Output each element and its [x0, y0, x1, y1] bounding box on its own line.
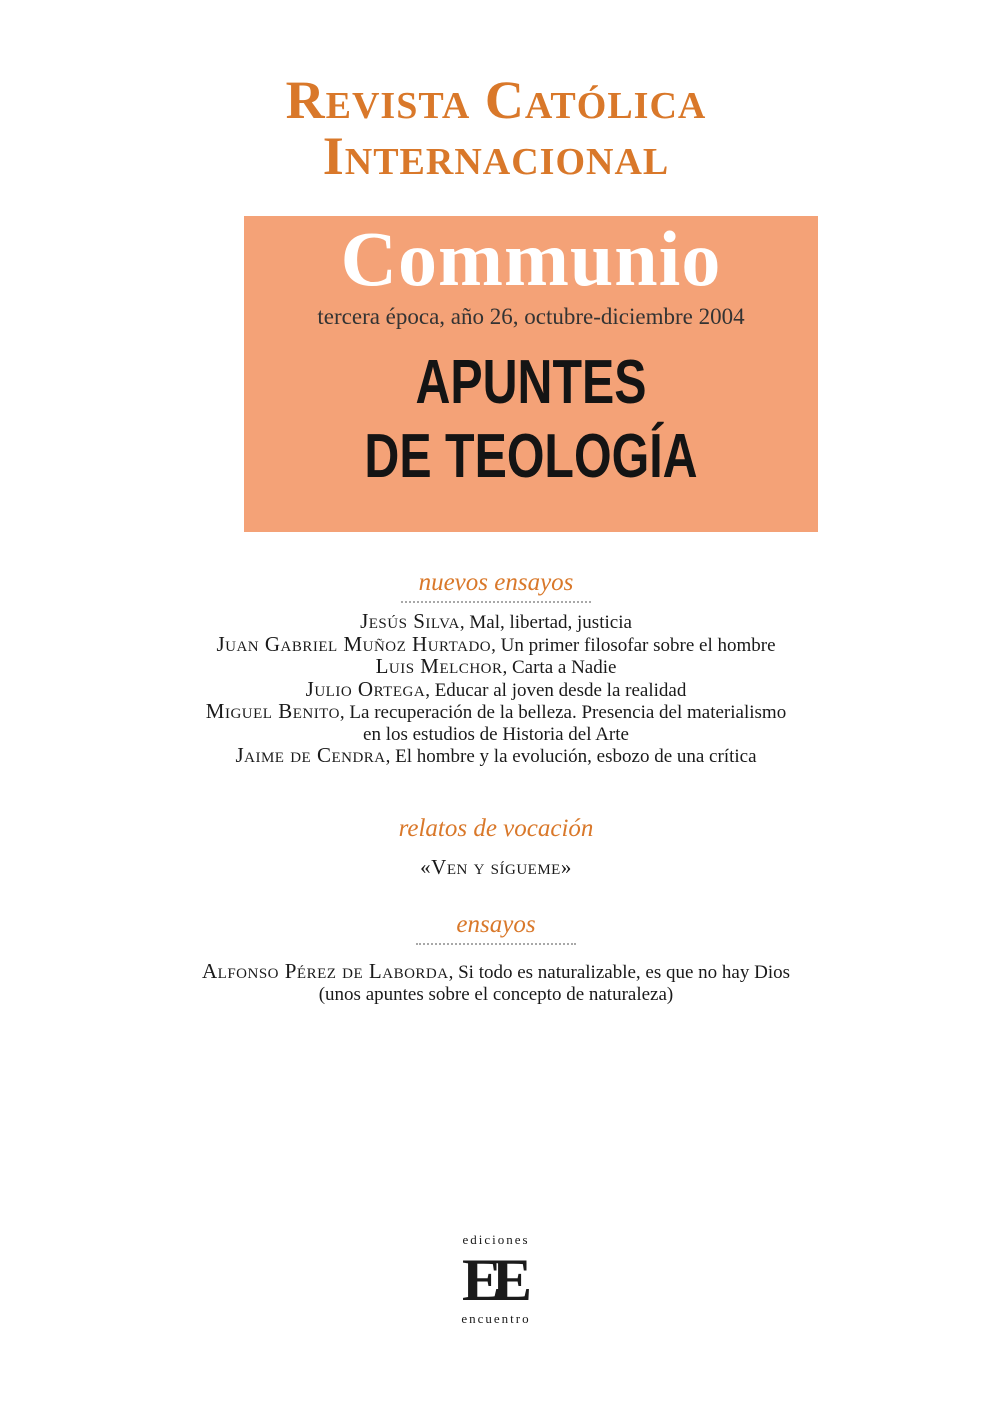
entry-title-continued: (unos apuntes sobre el concepto de naturaleza)	[318, 983, 674, 1005]
toc-entry: Julio Ortega, Educar al joven desde la realidad	[305, 676, 687, 701]
toc-list	[0, 961, 992, 1005]
issue-theme	[307, 346, 755, 494]
entry-author: Alfonso Pérez de Laborda	[201, 959, 449, 983]
toc-entry: Jesús Silva, Mal, libertad, justicia	[360, 609, 632, 633]
section-title: nuevos ensayos	[401, 568, 592, 603]
entry-title: Carta a Nadie	[511, 657, 617, 678]
entry-author: «Ven y sígueme»	[420, 855, 572, 879]
entry-title: El hombre y la evolución, esbozo de una crítica	[395, 746, 757, 767]
entry-author: Juan Gabriel Muñoz Hurtado	[216, 631, 492, 656]
toc-entry: Alfonso Pérez de Laborda, Si todo es naturalizable, es que no hay Dios (unos apuntes sobre el concepto de naturaleza)	[0, 961, 992, 1005]
publisher-logo	[446, 1232, 546, 1326]
entry-author: Luis Melchor	[375, 654, 503, 678]
section-nuevos-ensayos	[0, 568, 992, 768]
publisher-label-bottom: encuentro	[461, 1311, 531, 1326]
journal-title: Communio	[340, 215, 722, 302]
publisher-monogram: EE	[461, 1247, 523, 1313]
entry-author: Jesús Silva	[360, 609, 460, 633]
issue-line: tercera época, año 26, octubre-diciembre 2004	[317, 304, 745, 329]
toc-entry	[0, 857, 992, 880]
entry-title: Mal, libertad, justicia	[469, 612, 632, 633]
toc-entry: Luis Melchor, Carta a Nadie	[375, 654, 617, 678]
section-relatos-de-vocacion	[0, 814, 992, 880]
issue-theme-line-2: DE TEOLOGÍA	[364, 422, 698, 491]
masthead-line-1: Revista Católica	[285, 70, 707, 130]
toc-list	[0, 611, 992, 768]
toc-entry: Juan Gabriel Muñoz Hurtado, Un primer filosofar sobre el hombre	[216, 631, 776, 656]
title-band	[244, 216, 818, 532]
entry-title-continued: en los estudios de Historia del Arte	[363, 723, 629, 745]
section-ensayos	[0, 910, 992, 1005]
entry-author: Julio Ortega	[305, 676, 426, 701]
entry-title: Un primer filosofar sobre el hombre	[500, 634, 776, 656]
masthead-line-2: Internacional	[322, 126, 670, 186]
section-title: relatos de vocación	[398, 815, 594, 842]
publisher-label-top: ediciones	[462, 1232, 530, 1247]
entry-title: Si todo es naturalizable, es que no hay Dios	[458, 962, 790, 983]
entry-author: Jaime de Cendra	[235, 743, 386, 767]
masthead	[0, 72, 992, 184]
entry-author: Miguel Benito	[205, 699, 340, 723]
section-title: ensayos	[416, 910, 575, 945]
toc-entry: Jaime de Cendra, El hombre y la evolución, esbozo de una crítica	[235, 743, 757, 767]
issue-theme-line-1: APUNTES	[415, 348, 647, 417]
toc-list	[0, 857, 992, 880]
entry-title: Educar al joven desde la realidad	[434, 679, 687, 701]
entry-title: La recuperación de la belleza. Presencia del materialismo	[349, 702, 787, 723]
toc-entry: Miguel Benito, La recuperación de la belleza. Presencia del materialismo en los estudios de Historia del Arte	[0, 701, 992, 745]
